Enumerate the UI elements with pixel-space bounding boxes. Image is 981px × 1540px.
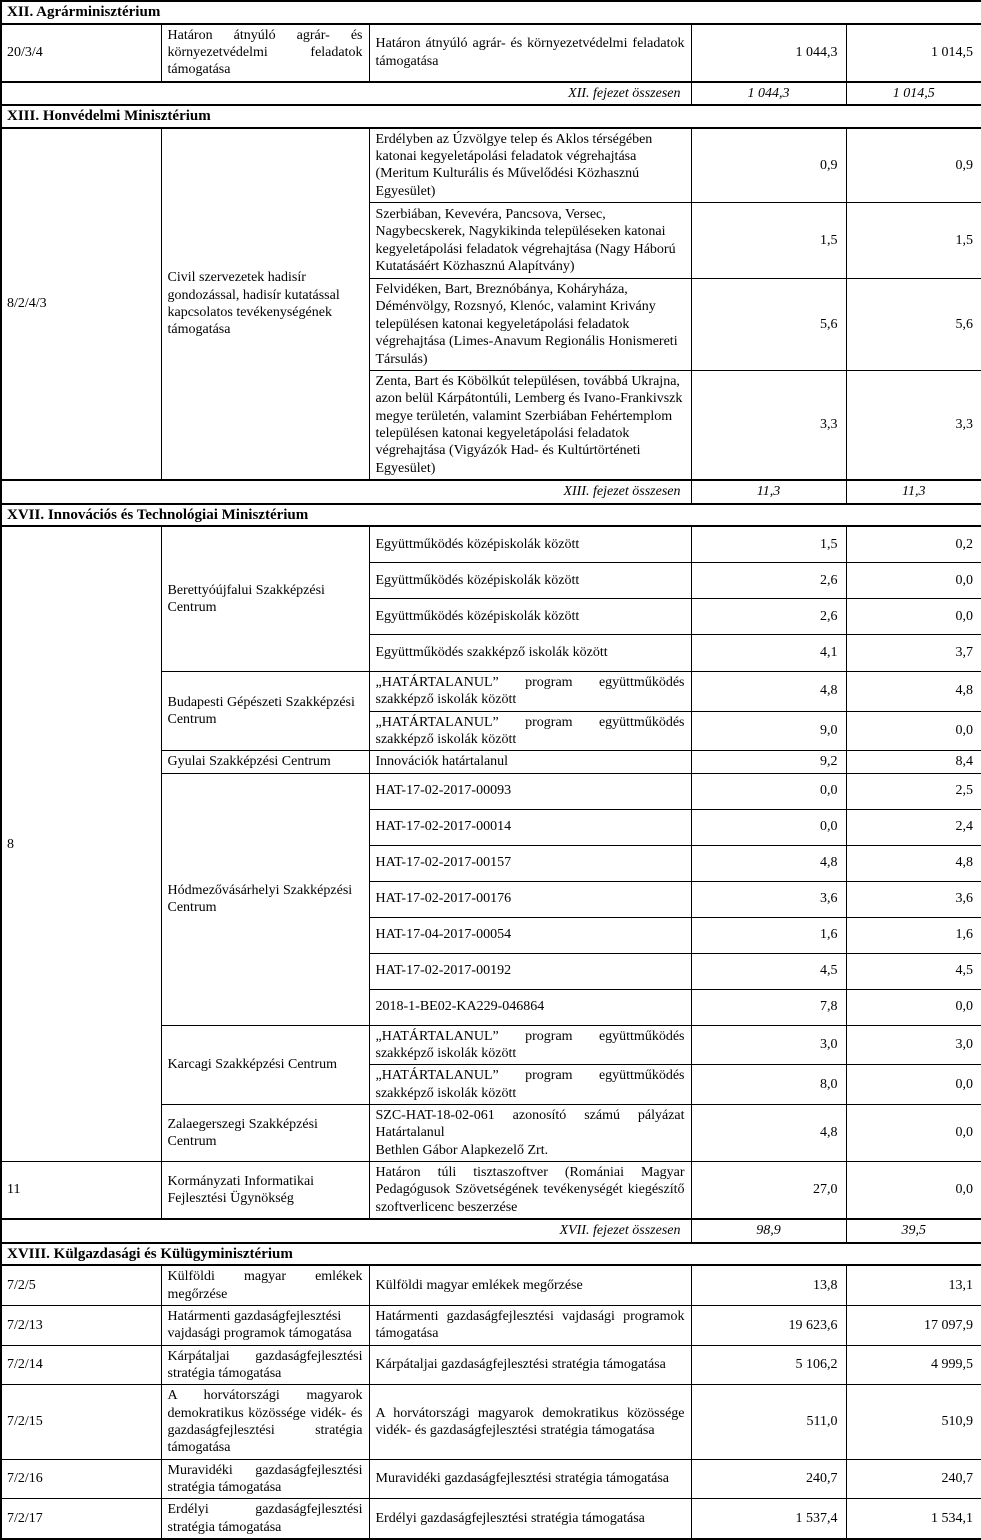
budget-table-body	[1, 1, 981, 1539]
description-cell: HAT-17-02-2017-00014	[369, 809, 691, 845]
amount-cell: 2,4	[846, 809, 981, 845]
program-cell: Zalaegerszegi Szakképzési Centrum	[161, 1105, 369, 1162]
table-row	[1, 1459, 981, 1499]
description-cell: HAT-17-02-2017-00157	[369, 845, 691, 881]
amount-cell: 3,3	[691, 370, 846, 480]
description-cell: Felvidéken, Bart, Breznóbánya, Koháryháza, Déménvölgy, Rozsnyó, Klenóc, valamint Krivány településen katonai kegyeletápolási feladatok végrehajtása (Limes-Anavum Regionális Honismereti Társulás)	[369, 279, 691, 371]
description-cell: Határon átnyúló agrár- és környezetvédelmi feladatok támogatása	[369, 24, 691, 82]
code-cell: 8	[1, 526, 161, 1161]
amount-cell: 0,0	[846, 598, 981, 634]
amount-cell: 2,5	[846, 773, 981, 809]
description-cell: Határon túli tisztaszoftver (Romániai Magyar Pedagógusok Szövetségének tevékenységét kiegészítő szoftverlicenc beszerzése	[369, 1162, 691, 1220]
amount-cell: 0,0	[846, 711, 981, 751]
table-row	[1, 1305, 981, 1345]
description-cell: HAT-17-04-2017-00054	[369, 917, 691, 953]
amount-cell: 5 106,2	[691, 1345, 846, 1385]
amount-cell: 0,9	[846, 128, 981, 203]
section-total-amount: 39,5	[846, 1219, 981, 1242]
amount-cell: 2,6	[691, 562, 846, 598]
description-cell: HAT-17-02-2017-00093	[369, 773, 691, 809]
amount-cell: 7,8	[691, 989, 846, 1025]
section-total-amount: 11,3	[691, 480, 846, 503]
table-row	[1, 1265, 981, 1305]
description-cell: Külföldi magyar emlékek megőrzése	[369, 1265, 691, 1305]
section-header: XIII. Honvédelmi Minisztérium	[1, 105, 981, 128]
table-row	[1, 1499, 981, 1539]
amount-cell: 1,6	[846, 917, 981, 953]
section-total-amount: 1 044,3	[691, 82, 846, 105]
amount-cell: 1,5	[691, 526, 846, 562]
description-cell: Együttműködés középiskolák között	[369, 598, 691, 634]
table-row	[1, 1385, 981, 1459]
description-cell: Együttműködés középiskolák között	[369, 562, 691, 598]
amount-cell: 19 623,6	[691, 1305, 846, 1345]
amount-cell: 1 044,3	[691, 24, 846, 82]
amount-cell: 3,6	[846, 881, 981, 917]
program-cell: Határmenti gazdaságfejlesztési vajdasági programok támogatása	[161, 1305, 369, 1345]
table-row	[1, 526, 981, 562]
amount-cell: 8,4	[846, 751, 981, 773]
amount-cell: 2,6	[691, 598, 846, 634]
section-total-amount: 98,9	[691, 1219, 846, 1242]
program-cell: Karcagi Szakképzési Centrum	[161, 1025, 369, 1104]
amount-cell: 0,0	[846, 989, 981, 1025]
amount-cell: 4,8	[691, 1105, 846, 1162]
amount-cell: 3,7	[846, 634, 981, 671]
description-cell: „HATÁRTALANUL” program együttműködés szakképző iskolák között	[369, 1065, 691, 1105]
code-cell: 7/2/16	[1, 1459, 161, 1499]
program-cell: Erdélyi gazdaságfejlesztési stratégia támogatása	[161, 1499, 369, 1539]
amount-cell: 511,0	[691, 1385, 846, 1459]
program-cell: Kárpátaljai gazdaságfejlesztési stratégia támogatása	[161, 1345, 369, 1385]
code-cell: 20/3/4	[1, 24, 161, 82]
description-cell: „HATÁRTALANUL” program együttműködés szakképző iskolák között	[369, 711, 691, 751]
description-cell: Zenta, Bart és Köbölkút településen, továbbá Ukrajna, azon belül Kárpátontúli, Lemberg és Ivano-Frankivszk megye területén, valamint Szerbiában Fehértemplom településen katonai kegyeletápolási feladatok végrehajtása (Vigyázók Had- és Kultúrtörténeti Egyesület)	[369, 370, 691, 480]
amount-cell: 3,0	[691, 1025, 846, 1065]
amount-cell: 5,6	[691, 279, 846, 371]
code-cell: 7/2/15	[1, 1385, 161, 1459]
program-cell: Kormányzati Informatikai Fejlesztési Ügynökség	[161, 1162, 369, 1220]
description-cell: Kárpátaljai gazdaságfejlesztési stratégia támogatása	[369, 1345, 691, 1385]
code-cell: 8/2/4/3	[1, 128, 161, 481]
program-cell: Civil szervezetek hadisír gondozással, hadisír kutatással kapcsolatos tevékenységének támogatása	[161, 128, 369, 481]
amount-cell: 3,6	[691, 881, 846, 917]
section-total-label: XII. fejezet összesen	[1, 82, 691, 105]
amount-cell: 4,8	[691, 845, 846, 881]
description-cell: Innovációk határtalanul	[369, 751, 691, 773]
amount-cell: 0,0	[846, 1162, 981, 1220]
program-cell: Hódmezővásárhelyi Szakképzési Centrum	[161, 773, 369, 1025]
code-cell: 11	[1, 1162, 161, 1220]
section-total-row	[1, 1219, 981, 1242]
description-cell: HAT-17-02-2017-00176	[369, 881, 691, 917]
program-cell: Külföldi magyar emlékek megőrzése	[161, 1265, 369, 1305]
table-row	[1, 1345, 981, 1385]
amount-cell: 0,0	[846, 1065, 981, 1105]
code-cell: 7/2/17	[1, 1499, 161, 1539]
description-cell: Együttműködés középiskolák között	[369, 526, 691, 562]
description-cell: A horvátországi magyarok demokratikus közössége vidék- és gazdaságfejlesztési stratégia támogatása	[369, 1385, 691, 1459]
code-cell: 7/2/14	[1, 1345, 161, 1385]
amount-cell: 240,7	[846, 1459, 981, 1499]
description-cell: Muravidéki gazdaságfejlesztési stratégia támogatása	[369, 1459, 691, 1499]
amount-cell: 1,5	[846, 203, 981, 279]
description-cell: HAT-17-02-2017-00192	[369, 953, 691, 989]
amount-cell: 0,0	[691, 773, 846, 809]
section-total-label: XVII. fejezet összesen	[1, 1219, 691, 1242]
amount-cell: 8,0	[691, 1065, 846, 1105]
section-total-amount: 1 014,5	[846, 82, 981, 105]
table-row	[1, 128, 981, 203]
code-cell: 7/2/5	[1, 1265, 161, 1305]
amount-cell: 5,6	[846, 279, 981, 371]
section-header: XVII. Innovációs és Technológiai Minisztérium	[1, 504, 981, 527]
description-cell: SZC-HAT-18-02-061 azonosító számú pályázat Határtalanul Bethlen Gábor Alapkezelő Zrt.	[369, 1105, 691, 1162]
description-cell: 2018-1-BE02-KA229-046864	[369, 989, 691, 1025]
amount-cell: 0,9	[691, 128, 846, 203]
amount-cell: 17 097,9	[846, 1305, 981, 1345]
amount-cell: 510,9	[846, 1385, 981, 1459]
description-cell: Határmenti gazdaságfejlesztési vajdasági programok támogatása	[369, 1305, 691, 1345]
amount-cell: 0,0	[846, 562, 981, 598]
table-row	[1, 24, 981, 82]
amount-cell: 9,2	[691, 751, 846, 773]
amount-cell: 0,0	[846, 1105, 981, 1162]
program-cell: Gyulai Szakképzési Centrum	[161, 751, 369, 773]
amount-cell: 1 534,1	[846, 1499, 981, 1539]
amount-cell: 9,0	[691, 711, 846, 751]
amount-cell: 1,5	[691, 203, 846, 279]
description-cell: Együttműködés szakképző iskolák között	[369, 634, 691, 671]
amount-cell: 240,7	[691, 1459, 846, 1499]
amount-cell: 4 999,5	[846, 1345, 981, 1385]
section-total-row	[1, 82, 981, 105]
amount-cell: 27,0	[691, 1162, 846, 1220]
program-cell: Muravidéki gazdaságfejlesztési stratégia támogatása	[161, 1459, 369, 1499]
description-cell: Erdélyben az Úzvölgye telep és Aklos térségében katonai kegyeletápolási feladatok végrehajtása (Meritum Kulturális és Művelődési Közhasznú Egyesület)	[369, 128, 691, 203]
amount-cell: 3,3	[846, 370, 981, 480]
amount-cell: 13,1	[846, 1265, 981, 1305]
amount-cell: 13,8	[691, 1265, 846, 1305]
program-cell: Határon átnyúló agrár- és környezetvédelmi feladatok támogatása	[161, 24, 369, 82]
amount-cell: 4,8	[691, 671, 846, 711]
section-total-row	[1, 480, 981, 503]
amount-cell: 1 014,5	[846, 24, 981, 82]
description-cell: „HATÁRTALANUL” program együttműködés szakképző iskolák között	[369, 1025, 691, 1065]
amount-cell: 4,5	[846, 953, 981, 989]
amount-cell: 3,0	[846, 1025, 981, 1065]
section-total-amount: 11,3	[846, 480, 981, 503]
section-total-label: XIII. fejezet összesen	[1, 480, 691, 503]
amount-cell: 1,6	[691, 917, 846, 953]
description-cell: Szerbiában, Kevevéra, Pancsova, Versec, Nagybecskerek, Nagykikinda településeken katonai kegyeletápolási feladatok végrehajtása (Nagy Háború Kutatásáért Közhasznú Alapítvány)	[369, 203, 691, 279]
code-cell: 7/2/13	[1, 1305, 161, 1345]
program-cell: Budapesti Gépészeti Szakképzési Centrum	[161, 671, 369, 750]
amount-cell: 1 537,4	[691, 1499, 846, 1539]
amount-cell: 4,8	[846, 845, 981, 881]
section-header: XVIII. Külgazdasági és Külügyminisztérium	[1, 1243, 981, 1266]
amount-cell: 4,8	[846, 671, 981, 711]
description-cell: „HATÁRTALANUL” program együttműködés szakképző iskolák között	[369, 671, 691, 711]
description-cell: Erdélyi gazdaságfejlesztési stratégia támogatása	[369, 1499, 691, 1539]
amount-cell: 4,1	[691, 634, 846, 671]
program-cell: A horvátországi magyarok demokratikus közössége vidék- és gazdaságfejlesztési stratégia támogatása	[161, 1385, 369, 1459]
section-header: XII. Agrárminisztérium	[1, 1, 981, 24]
amount-cell: 4,5	[691, 953, 846, 989]
amount-cell: 0,2	[846, 526, 981, 562]
program-cell: Berettyóújfalui Szakképzési Centrum	[161, 526, 369, 671]
table-row	[1, 1162, 981, 1220]
amount-cell: 0,0	[691, 809, 846, 845]
